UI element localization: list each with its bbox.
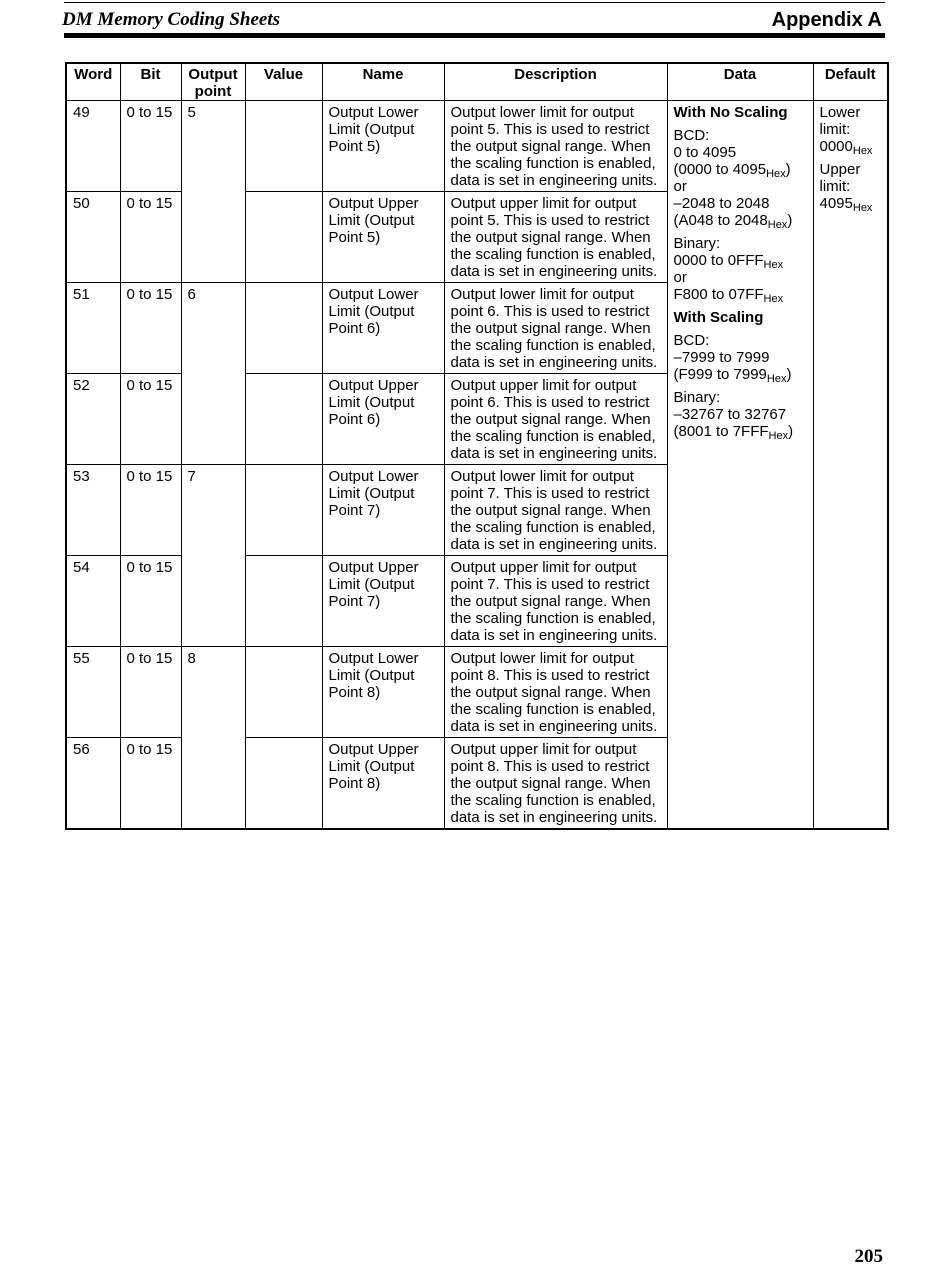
col-header-default: Default (813, 63, 888, 101)
no-scaling-heading: With No Scaling (673, 104, 788, 121)
word-cell: 55 (66, 647, 120, 738)
description-cell: Output lower limit for output point 5. This is used to restrict the output signal range. When the scaling function is enabled, data is set in engineering units. (444, 101, 667, 192)
word-cell: 51 (66, 283, 120, 374)
value-cell (245, 101, 322, 192)
col-header-data: Data (667, 63, 813, 101)
name-cell: Output Lower Limit (Output Point 7) (322, 465, 444, 556)
description-cell: Output lower limit for output point 8. This is used to restrict the output signal range. When the scaling function is enabled, data is set in engineering units. (444, 647, 667, 738)
value-cell (245, 738, 322, 829)
col-header-word: Word (66, 63, 120, 101)
description-cell: Output lower limit for output point 6. This is used to restrict the output signal range. When the scaling function is enabled, data is set in engineering units. (444, 283, 667, 374)
col-header-description: Description (444, 63, 667, 101)
bit-cell: 0 to 15 (120, 283, 181, 374)
default-upper: Upper limit: $4095_{Hex}$ (819, 161, 873, 214)
bit-cell: 0 to 15 (120, 556, 181, 647)
value-cell (245, 192, 322, 283)
no-scaling-bcd: BCD: 0 to 4095 (0000 to $4095_{Hex}$) or –2048 to 2048 (A048 to $2048_{Hex}$) (673, 127, 793, 231)
appendix-label: Appendix A (771, 9, 882, 31)
bit-cell: 0 to 15 (120, 101, 181, 192)
word-cell: 56 (66, 738, 120, 829)
scaling-bcd: BCD: –7999 to 7999 (F999 to $7999_{Hex}$) (673, 332, 792, 385)
output-point-cell: 7 (181, 465, 245, 647)
name-cell: Output Lower Limit (Output Point 8) (322, 647, 444, 738)
default-cell (813, 101, 888, 829)
bit-cell: 0 to 15 (120, 465, 181, 556)
value-cell (245, 647, 322, 738)
word-cell: 49 (66, 101, 120, 192)
output-point-cell: 8 (181, 647, 245, 829)
dm-coding-table (65, 62, 889, 830)
description-cell: Output upper limit for output point 7. This is used to restrict the output signal range. When the scaling function is enabled, data is set in engineering units. (444, 556, 667, 647)
description-cell: Output upper limit for output point 5. This is used to restrict the output signal range. When the scaling function is enabled, data is set in engineering units. (444, 192, 667, 283)
scaling-binary: Binary: –32767 to 32767 (8001 to $7FFF_{Hex}$) (673, 389, 794, 442)
name-cell: Output Upper Limit (Output Point 6) (322, 374, 444, 465)
table-header-row (66, 63, 888, 101)
page-number: 205 (854, 1246, 883, 1267)
col-header-name: Name (322, 63, 444, 101)
output-point-cell: 5 (181, 101, 245, 283)
word-cell: 54 (66, 556, 120, 647)
value-cell (245, 374, 322, 465)
name-cell: Output Upper Limit (Output Point 5) (322, 192, 444, 283)
value-cell (245, 283, 322, 374)
description-cell: Output upper limit for output point 8. This is used to restrict the output signal range. When the scaling function is enabled, data is set in engineering units. (444, 738, 667, 829)
scaling-heading: With Scaling (673, 309, 764, 326)
output-point-cell: 6 (181, 283, 245, 465)
value-cell (245, 465, 322, 556)
header-top-rule (64, 2, 885, 3)
col-header-output-point: Output point (181, 63, 245, 101)
no-scaling-binary: Binary: 0000 to $0FFF_{Hex}$ or F800 to $07FF_{Hex}$ (673, 235, 784, 305)
bit-cell: 0 to 15 (120, 738, 181, 829)
name-cell: Output Lower Limit (Output Point 5) (322, 101, 444, 192)
name-cell: Output Lower Limit (Output Point 6) (322, 283, 444, 374)
bit-cell: 0 to 15 (120, 647, 181, 738)
col-header-bit: Bit (120, 63, 181, 101)
description-cell: Output lower limit for output point 7. This is used to restrict the output signal range. When the scaling function is enabled, data is set in engineering units. (444, 465, 667, 556)
description-cell: Output upper limit for output point 6. This is used to restrict the output signal range. When the scaling function is enabled, data is set in engineering units. (444, 374, 667, 465)
name-cell: Output Upper Limit (Output Point 8) (322, 738, 444, 829)
default-lower: Lower limit: $0000_{Hex}$ (819, 104, 873, 157)
header-bottom-rule (64, 33, 885, 38)
name-cell: Output Upper Limit (Output Point 7) (322, 556, 444, 647)
bit-cell: 0 to 15 (120, 192, 181, 283)
value-cell (245, 556, 322, 647)
table-row (66, 101, 888, 192)
word-cell: 52 (66, 374, 120, 465)
document-title: DM Memory Coding Sheets (62, 9, 280, 30)
word-cell: 50 (66, 192, 120, 283)
bit-cell: 0 to 15 (120, 374, 181, 465)
word-cell: 53 (66, 465, 120, 556)
data-cell (667, 101, 813, 829)
col-header-value: Value (245, 63, 322, 101)
